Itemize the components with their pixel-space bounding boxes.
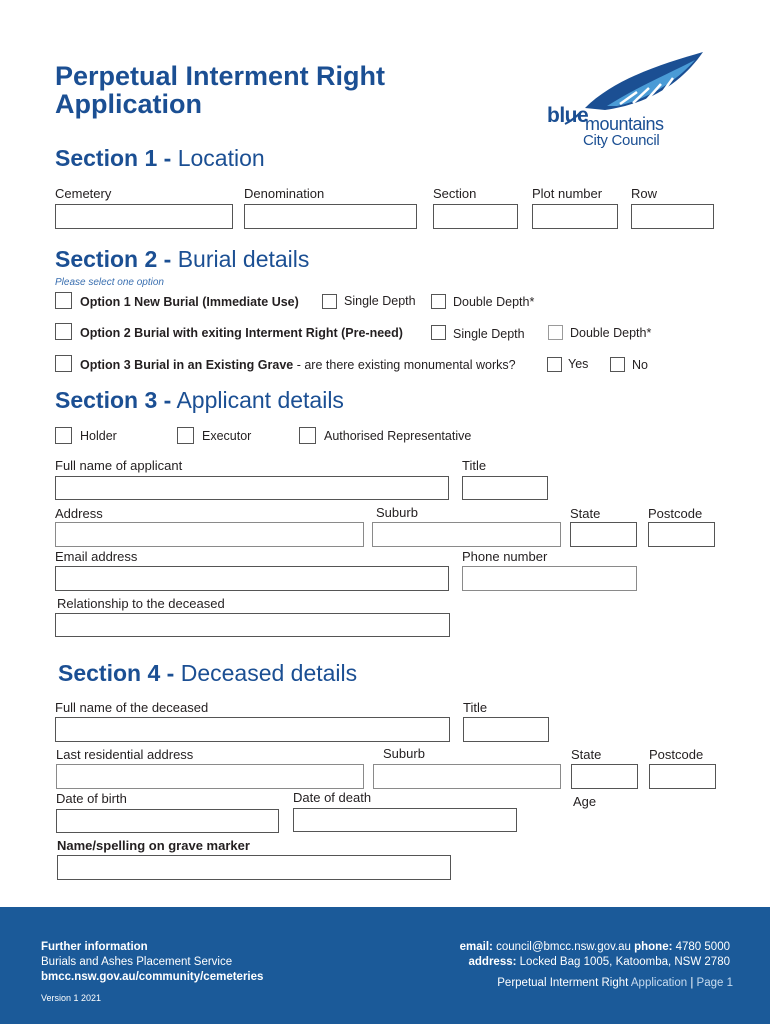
section-3-name: Applicant details (176, 387, 344, 413)
applicant-state-label: State (570, 506, 601, 521)
option-1-single-depth-checkbox[interactable] (322, 294, 337, 309)
section-4-heading (58, 660, 357, 687)
applicant-full-name-label: Full name of applicant (55, 458, 183, 473)
deceased-full-name-field[interactable] (55, 717, 450, 742)
section-4-name: Deceased details (180, 660, 358, 686)
option-3-no-label: No (632, 358, 648, 372)
option-2-label-text: Option 2 Burial with exiting Interment Right (Pre-need) (80, 326, 403, 340)
section-2-number: Section 2 - (55, 246, 172, 272)
section-2-heading (55, 246, 309, 273)
phone-contact: 4780 5000 (675, 941, 730, 953)
logo-word-city-council: City Council (583, 132, 660, 149)
applicant-full-name-field[interactable] (55, 476, 449, 500)
page-title (55, 62, 385, 118)
section-3-heading (55, 387, 344, 414)
applicant-address-label: Address (55, 506, 103, 521)
select-option-hint: Please select one option (55, 277, 164, 288)
email-contact[interactable]: council@bmcc.nsw.gov.au (496, 941, 631, 953)
cemetery-label: Cemetery (55, 186, 112, 201)
phone-contact-label: phone: (634, 941, 673, 953)
deceased-title-label: Title (463, 700, 488, 715)
option-1-double-depth-label: Double Depth* (453, 295, 535, 309)
deceased-postcode-field[interactable] (649, 764, 716, 789)
applicant-postcode-field[interactable] (648, 522, 715, 547)
deceased-title-field[interactable] (463, 717, 549, 742)
executor-checkbox[interactable] (177, 427, 194, 444)
deceased-suburb-field[interactable] (373, 764, 561, 789)
address-line (469, 956, 730, 968)
date-of-birth-label: Date of birth (56, 791, 127, 806)
option-1-label-text: Option 1 New Burial (Immediate Use) (80, 295, 299, 309)
option-2-checkbox[interactable] (55, 323, 72, 340)
email-label: Email address (55, 549, 138, 564)
last-address-label: Last residential address (56, 747, 194, 762)
date-of-birth-field[interactable] (56, 809, 279, 833)
option-1-single-depth-label: Single Depth (344, 294, 416, 308)
option-3-label-text: Option 3 Burial in an Existing Grave (80, 358, 294, 372)
page-title-line-1: Perpetual Interment Right (55, 61, 386, 91)
footer-doc-type: Application (630, 977, 688, 989)
page-footer (0, 907, 770, 1024)
row-label: Row (631, 186, 658, 201)
section-4-number: Section 4 - (58, 660, 175, 686)
denomination-label: Denomination (244, 186, 325, 201)
page-number: Page 1 (696, 977, 733, 989)
phone-field[interactable] (462, 566, 637, 591)
relationship-field[interactable] (55, 613, 450, 637)
cemeteries-link[interactable]: bmcc.nsw.gov.au/community/cemeteries (41, 971, 264, 983)
applicant-title-label: Title (462, 458, 487, 473)
deceased-state-label: State (571, 747, 602, 762)
deceased-state-field[interactable] (571, 764, 638, 789)
version-text: Version 1 2021 (41, 993, 102, 1003)
section-field[interactable] (433, 204, 518, 229)
authorised-representative-label: Authorised Representative (324, 429, 472, 443)
deceased-full-name-label: Full name of the deceased (55, 700, 209, 715)
row-field[interactable] (631, 204, 714, 229)
applicant-state-field[interactable] (570, 522, 637, 547)
last-address-field[interactable] (56, 764, 364, 789)
plot-number-label: Plot number (532, 186, 603, 201)
postal-address-label: address: (468, 956, 517, 968)
postal-address: Locked Bag 1005, Katoomba, NSW 2780 (519, 956, 730, 968)
email-contact-label: email: (459, 941, 493, 953)
option-2-label (80, 326, 403, 340)
executor-label: Executor (202, 429, 252, 443)
page-footer-title (497, 977, 733, 989)
section-1-heading (55, 145, 265, 172)
grave-marker-label: Name/spelling on grave marker (57, 838, 250, 853)
date-of-death-label: Date of death (293, 790, 372, 805)
footer-separator: | (690, 977, 694, 989)
age-label: Age (573, 794, 597, 809)
holder-checkbox[interactable] (55, 427, 72, 444)
phone-label: Phone number (462, 549, 548, 564)
date-of-death-field[interactable] (293, 808, 517, 832)
deceased-suburb-label: Suburb (383, 746, 425, 761)
option-3-question: - are there existing monumental works? (293, 358, 516, 372)
option-3-checkbox[interactable] (55, 355, 72, 372)
authorised-representative-checkbox[interactable] (299, 427, 316, 444)
applicant-postcode-label: Postcode (648, 506, 703, 521)
option-2-double-depth-label: Double Depth* (570, 326, 652, 340)
applicant-suburb-label: Suburb (376, 505, 418, 520)
applicant-suburb-field[interactable] (372, 522, 561, 547)
email-field[interactable] (55, 566, 449, 591)
footer-doc-name: Perpetual Interment Right (497, 977, 629, 989)
logo-word-mountains: mountains (585, 114, 664, 134)
option-3-no-checkbox[interactable] (610, 357, 625, 372)
contact-line (460, 941, 730, 953)
option-3-label (80, 358, 516, 372)
section-label: Section (433, 186, 477, 201)
denomination-field[interactable] (244, 204, 417, 229)
logo-word-blue: blue (547, 104, 589, 127)
section-2-name: Burial details (177, 246, 310, 272)
service-name: Burials and Ashes Placement Service (41, 956, 233, 968)
option-2-single-depth-checkbox[interactable] (431, 325, 446, 340)
grave-marker-field[interactable] (57, 855, 451, 880)
option-1-double-depth-checkbox[interactable] (431, 294, 446, 309)
deceased-postcode-label: Postcode (649, 747, 704, 762)
holder-label: Holder (80, 429, 117, 443)
option-1-label (80, 295, 299, 309)
option-3-yes-label: Yes (568, 357, 589, 371)
further-info-heading: Further information (41, 941, 148, 953)
section-1-name: Location (177, 145, 265, 171)
option-1-checkbox[interactable] (55, 292, 72, 309)
option-2-single-depth-label: Single Depth (453, 327, 525, 341)
section-1-number: Section 1 - (55, 145, 172, 171)
plot-number-field[interactable] (532, 204, 618, 229)
council-logo (545, 48, 715, 152)
section-3-number: Section 3 - (55, 387, 172, 413)
applicant-title-field[interactable] (462, 476, 548, 500)
option-2-double-depth-checkbox[interactable] (548, 325, 563, 340)
page-title-line-2: Application (55, 89, 202, 119)
relationship-label: Relationship to the deceased (57, 596, 225, 611)
applicant-address-field[interactable] (55, 522, 364, 547)
option-3-yes-checkbox[interactable] (547, 357, 562, 372)
cemetery-field[interactable] (55, 204, 233, 229)
